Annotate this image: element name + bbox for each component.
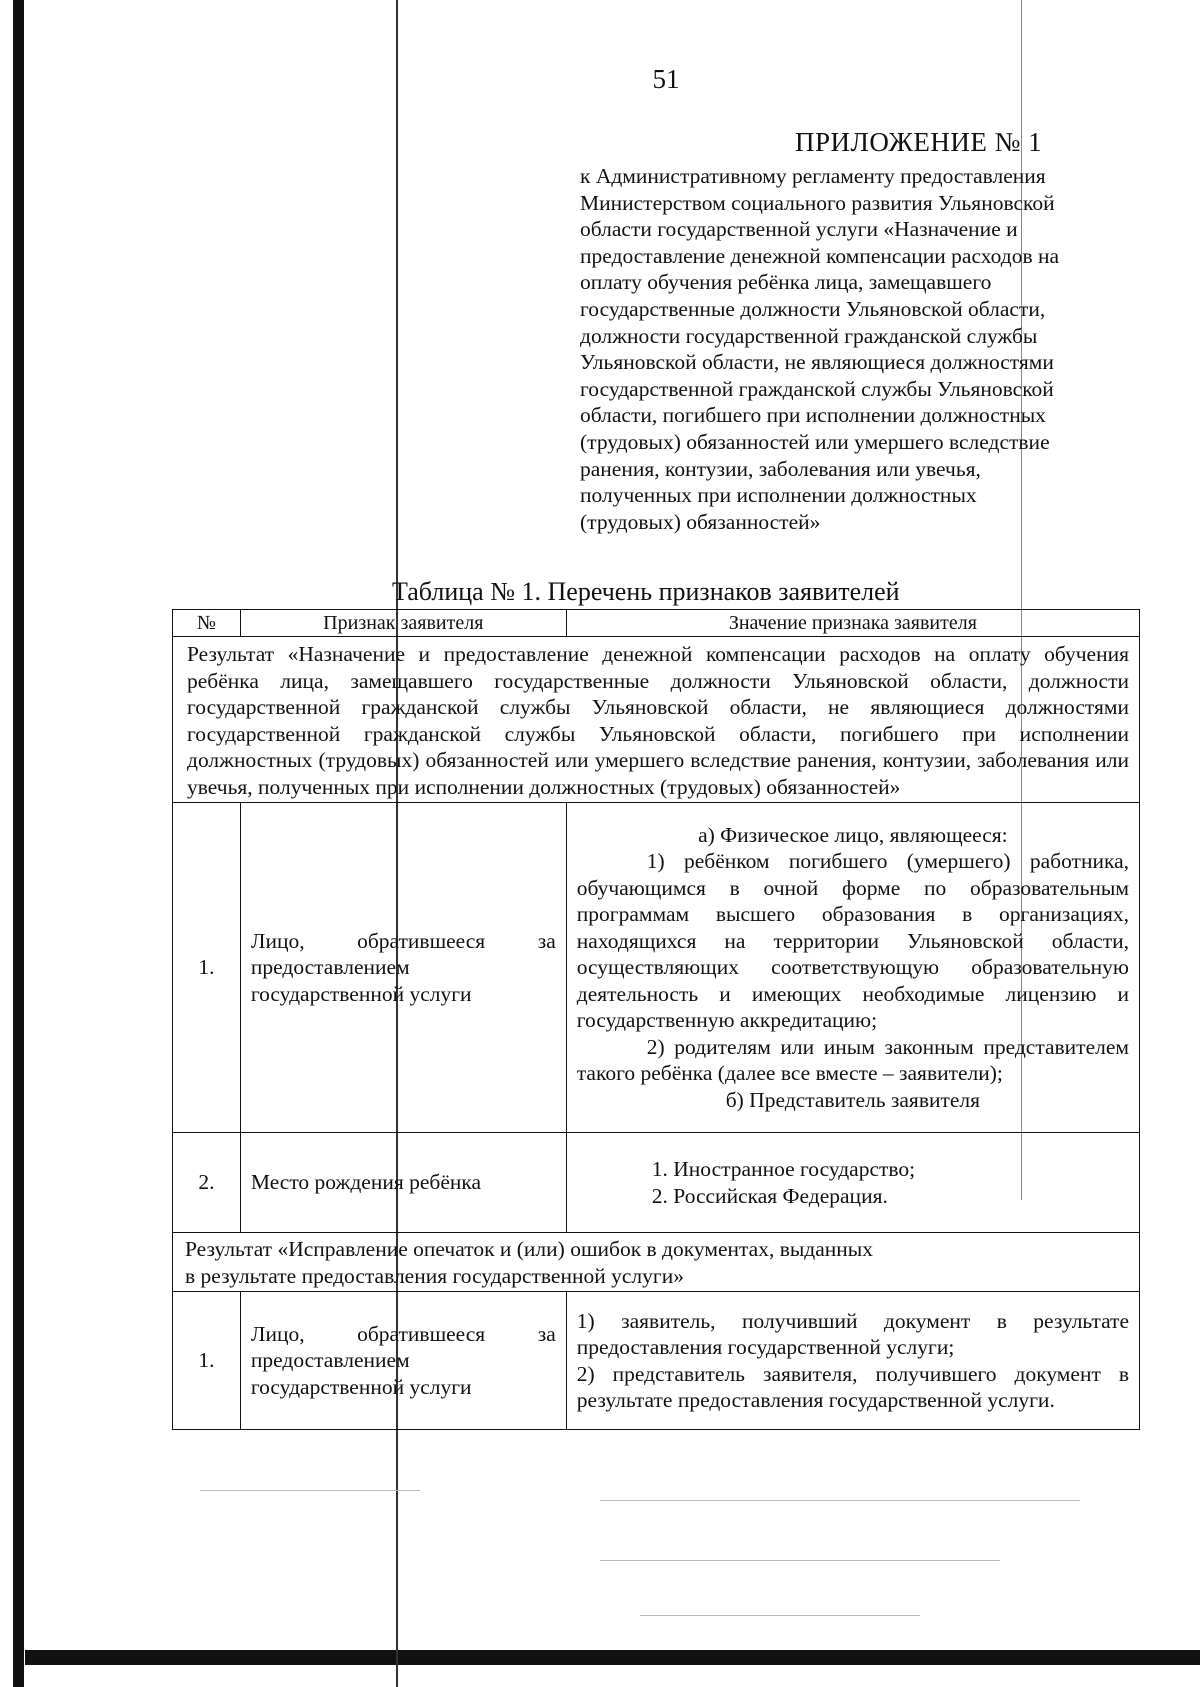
attribute-cell [240, 1292, 566, 1430]
header-number: № [173, 610, 241, 637]
table-caption: Таблица № 1. Перечень признаков заявителей [392, 577, 900, 606]
scan-noise [600, 1500, 1080, 1501]
attribute-first-line [251, 1321, 556, 1348]
appendix-line: (трудовых) обязанностей или умершего вследствие [580, 429, 1050, 454]
value-item-2: 2) представитель заявителя, получившего документ в результате предоставления государственной услуги. [576, 1361, 1129, 1412]
value-cell [566, 803, 1139, 1133]
attribute-rest: предоставлением государственной услуги [250, 1348, 472, 1399]
attribute-first-line [251, 928, 556, 955]
appendix-line: к Административному регламенту предоставления [580, 164, 1046, 188]
appendix-line: государственной гражданской службы Ульяновской [580, 376, 1054, 401]
table-row [173, 803, 1140, 1133]
result-text: Результат «Назначение и предоставление денежной компенсации расходов на оплату обучения ребёнка лица, замещавшего государственные должности Ульяновской области, должности государственной гражданской службы Ульяновской области, не являющиеся должностями государственной гражданской службы Ульяновской области, погибшего при исполнении должностных (трудовых) обязанностей или умершего вследствие ранения, контузии, заболевания или увечья, полученных при исполнении должностных (трудовых) обязанностей» [173, 637, 1140, 803]
result-row [173, 1233, 1140, 1292]
appendix-line: области, погибшего при исполнении должностных [580, 403, 1046, 428]
row-number: 2. [173, 1133, 241, 1233]
attribute-word: обратившееся [357, 1321, 486, 1346]
appendix-line: государственные должности Ульяновской области, [580, 296, 1046, 321]
appendix-line: оплату обучения ребёнка лица, замещавшего [580, 270, 992, 295]
attribute-word: обратившееся [357, 928, 486, 953]
scan-border-bottom [25, 1650, 1200, 1665]
value-item-1: 1. Иностранное государство; [651, 1157, 916, 1181]
value-item-b: б) Представитель заявителя [725, 1087, 981, 1112]
value-cell [566, 1133, 1139, 1233]
appendix-line: Ульяновской области, не являющиеся должностями [580, 350, 1054, 375]
appendix-line: полученных при исполнении должностных [580, 483, 977, 508]
value-item-1: 1) ребёнком погибшего (умершего) работника, обучающимся в очной форме по образовательным программам высшего образования в организациях, находящихся на территории Ульяновской области, осуществляющих соответствующую образовательную деятельность и имеющих необходимые лицензию и государственную аккредитацию; [576, 849, 1129, 1033]
appendix-subtitle [580, 163, 1120, 535]
value-item-1: 1) заявитель, получивший документ в результате предоставления государственной услуги; [576, 1308, 1129, 1359]
appendix-line: предоставление денежной компенсации расходов на [580, 243, 1060, 268]
table-row [173, 1292, 1140, 1430]
scan-noise [640, 1615, 920, 1616]
attribute-rest: предоставлением государственной услуги [250, 955, 472, 1006]
appendix-line: (трудовых) обязанностей» [580, 509, 821, 534]
scan-noise [200, 1490, 420, 1491]
value-item-a: а) Физическое лицо, являющееся: [698, 822, 1008, 847]
row-number: 1. [173, 803, 241, 1133]
table-header-row [173, 610, 1140, 637]
attribute-word: за [537, 928, 556, 953]
result-row [173, 637, 1140, 803]
header-attribute: Признак заявителя [240, 610, 566, 637]
value-item-2: 2. Российская Федерация. [651, 1183, 888, 1208]
table-row [173, 1133, 1140, 1233]
attribute-word: Лицо, [250, 928, 305, 953]
attribute-word: за [537, 1321, 556, 1346]
header-value: Значение признака заявителя [566, 610, 1139, 637]
appendix-title: ПРИЛОЖЕНИЕ № 1 [795, 127, 1043, 157]
result-line: в результате предоставления государственной услуги» [185, 1263, 684, 1288]
scan-border-left [13, 0, 24, 1687]
attribute-word: Лицо, [250, 1321, 305, 1346]
row-number: 1. [173, 1292, 241, 1430]
attribute-cell: Место рождения ребёнка [240, 1133, 566, 1233]
result-text [173, 1233, 1140, 1292]
appendix-line: области государственной услуги «Назначение и [580, 217, 1018, 242]
scan-noise [600, 1560, 1000, 1561]
result-line: Результат «Исправление опечаток и (или) ошибок в документах, выданных [185, 1237, 873, 1261]
value-cell [566, 1292, 1139, 1430]
appendix-line: ранения, контузии, заболевания или увечья, [580, 456, 981, 481]
appendix-line: должности государственной гражданской службы [580, 323, 1038, 348]
value-item-2: 2) родителям или иным законным представителем такого ребёнка (далее все вместе – заявители); [576, 1034, 1129, 1086]
applicant-attributes-table [172, 609, 1140, 1430]
value-list [577, 1156, 1129, 1209]
attribute-cell [240, 803, 566, 1133]
appendix-line: Министерством социального развития Ульяновской [580, 190, 1055, 215]
page-number: 51 [652, 64, 680, 94]
